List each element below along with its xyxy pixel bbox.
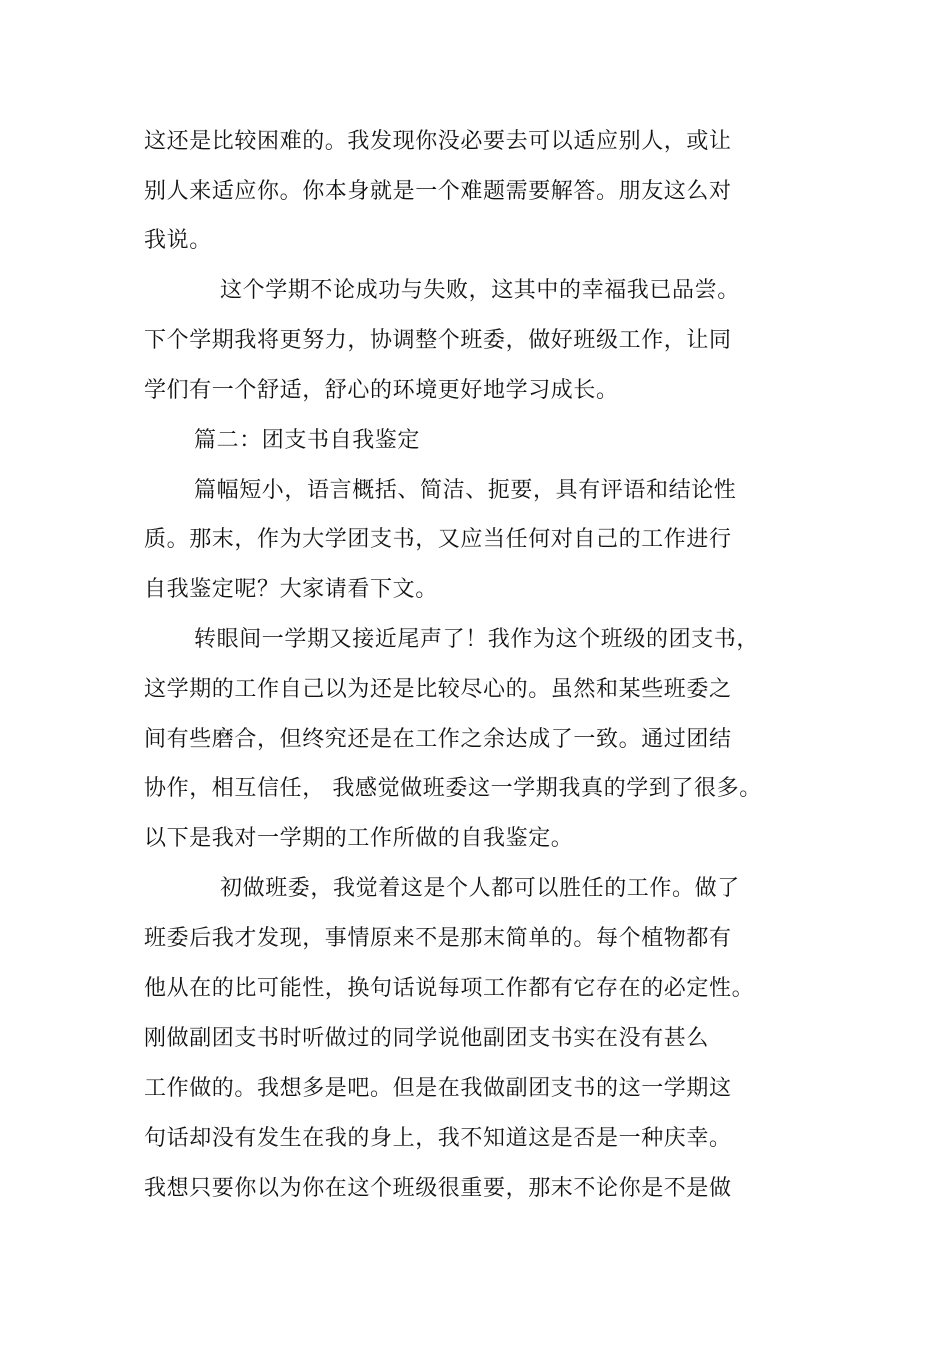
text-line: 篇幅短小，语言概括、简洁、扼要，具有评语和结论性 [194, 478, 737, 503]
text-line: 刚做副团支书时听做过的同学说他副团支书实在没有甚么 [144, 1026, 710, 1051]
text-line: 这学期的工作自己以为还是比较尽心的。虽然和某些班委之 [144, 677, 732, 702]
text-line: 别人来适应你。你本身就是一个难题需要解答。朋友这么对 [144, 179, 732, 204]
text-line: 以下是我对一学期的工作所做的自我鉴定。 [144, 826, 574, 851]
text-line: 句话却没有发生在我的身上，我不知道这是否是一种庆幸。 [144, 1126, 732, 1151]
text-line: 工作做的。我想多是吧。但是在我做副团支书的这一学期这 [144, 1076, 732, 1101]
text-line: 自我鉴定呢？大家请看下文。 [144, 577, 438, 602]
text-line: 协作，相互信任， 我感觉做班委这一学期我真的学到了很多。 [144, 776, 762, 801]
text-line: 他从在的比可能性，换句话说每项工作都有它存在的必定性。 [144, 976, 755, 1001]
text-line: 转眼间一学期又接近尾声了！我作为这个班级的团支书， [194, 627, 760, 652]
text-line: 初做班委，我觉着这是个人都可以胜任的工作。做了 [220, 876, 740, 901]
section-heading: 篇二：团支书自我鉴定 [194, 428, 421, 453]
text-line: 我想只要你以为你在这个班级很重要，那末不论你是不是做 [144, 1176, 732, 1201]
text-line: 学们有一个舒适，舒心的环境更好地学习成长。 [144, 378, 619, 403]
text-line: 这个学期不论成功与失败，这其中的幸福我已品尝。 [220, 278, 740, 303]
text-line: 下个学期我将更努力，协调整个班委，做好班级工作，让同 [144, 328, 732, 353]
text-line: 间有些磨合，但终究还是在工作之余达成了一致。通过团结 [144, 727, 732, 752]
text-line: 我说。 [144, 228, 212, 253]
text-line: 这还是比较困难的。我发现你没必要去可以适应别人，或让 [144, 129, 732, 154]
text-line: 质。那末，作为大学团支书，又应当任何对自己的工作进行 [144, 527, 732, 552]
text-line: 班委后我才发现，事情原来不是那末简单的。每个植物都有 [144, 926, 732, 951]
